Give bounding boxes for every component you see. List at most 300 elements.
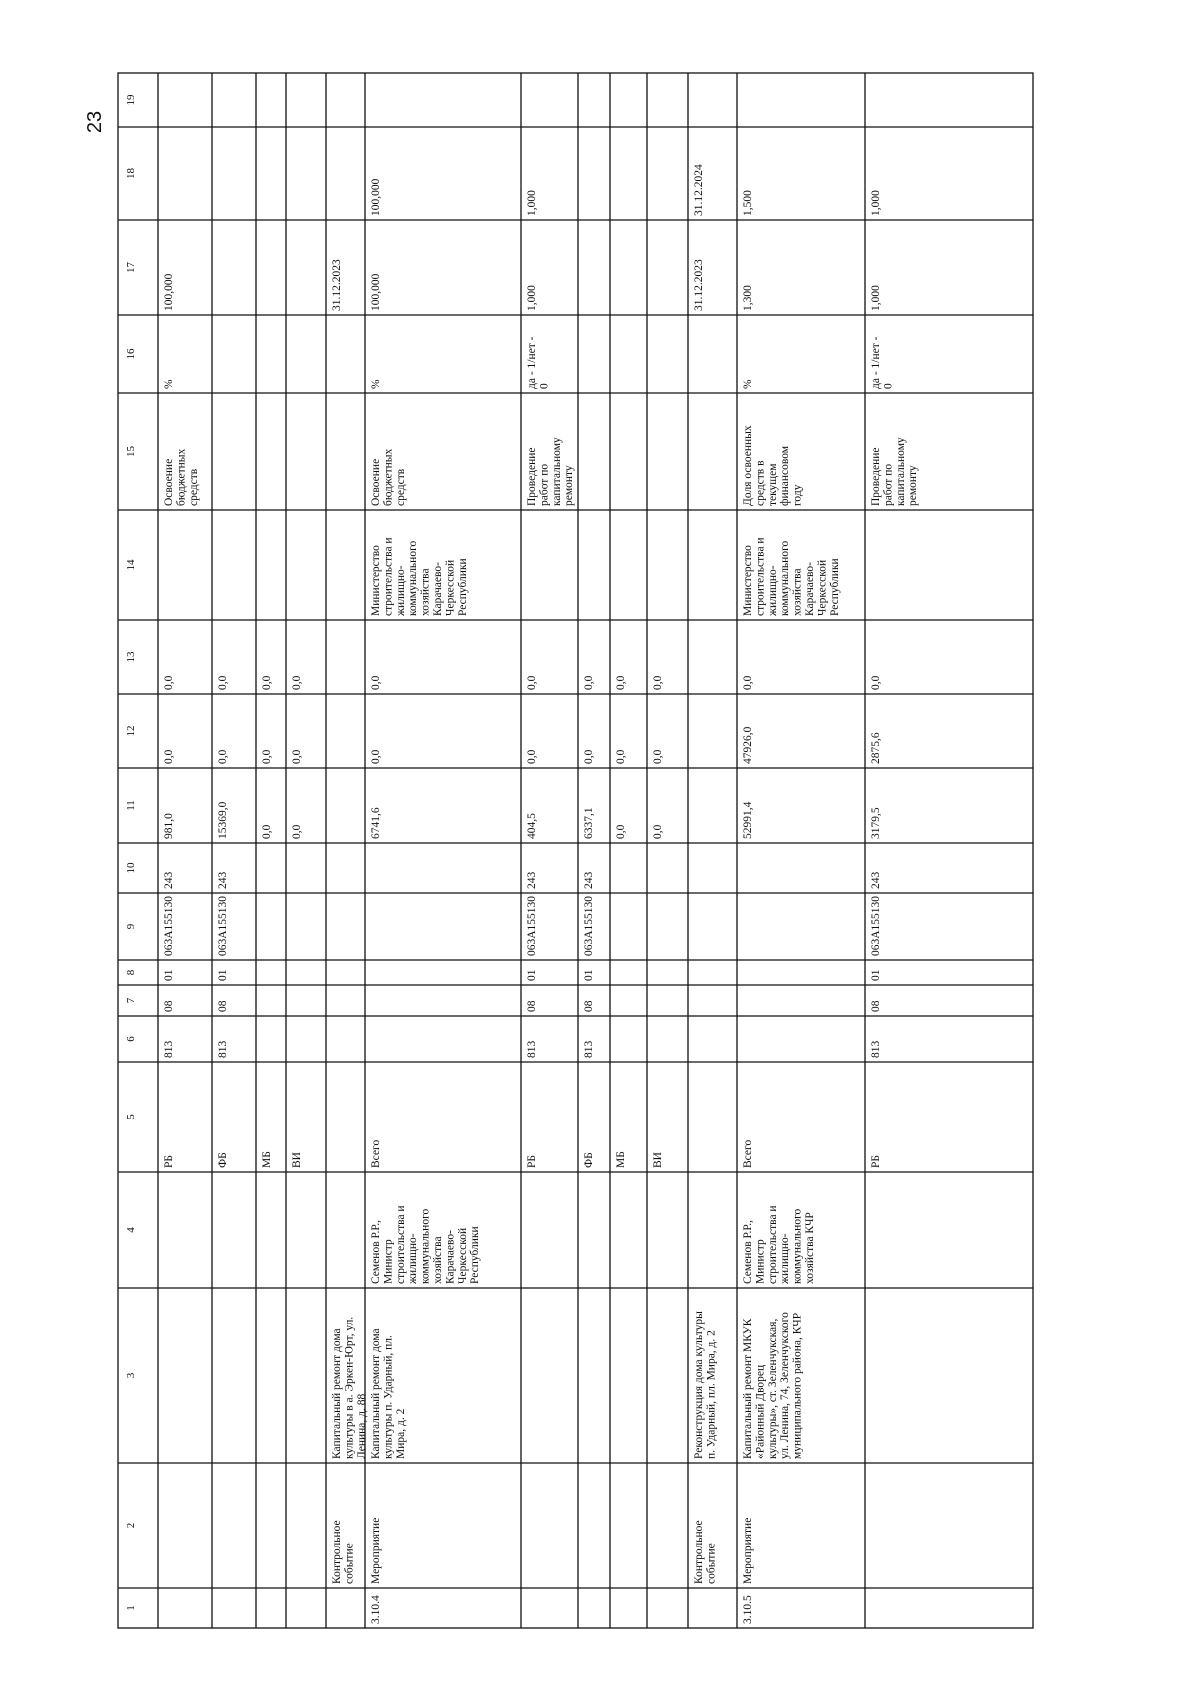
cell-text-line: 31.12.2023 xyxy=(693,259,705,311)
cell-r3-c5 xyxy=(261,1151,273,1168)
cell-text-line: Капитальный ремонт МКУК xyxy=(742,1318,754,1459)
cell-text-line: да - 1/нет - xyxy=(870,336,882,389)
cell-text-line: 01 xyxy=(163,969,175,981)
cell-r2-c9 xyxy=(217,896,229,956)
cell-r12-c1 xyxy=(742,1595,754,1624)
cell-text-line: средств xyxy=(394,468,407,506)
cell-r12-c5 xyxy=(742,1140,754,1168)
column-number: 3 xyxy=(125,1372,137,1379)
cell-r7-c5 xyxy=(526,1155,538,1168)
cell-text-line: Доля освоенных xyxy=(742,425,754,506)
column-header xyxy=(125,1227,137,1233)
column-header xyxy=(125,94,137,106)
cell-text-line: 0,0 xyxy=(291,824,303,839)
column-header xyxy=(125,1036,137,1042)
cell-r6-c17 xyxy=(370,273,382,311)
cell-r1-c13 xyxy=(163,675,175,690)
table-grid xyxy=(118,73,1033,1628)
cell-text-line: Министр xyxy=(754,1239,767,1284)
cell-text-line: Ленина, д. 88 xyxy=(355,1393,368,1459)
cell-text-line: средств xyxy=(187,468,200,506)
cell-r7-c15 xyxy=(526,437,575,506)
cell-r9-c12 xyxy=(615,749,627,764)
cell-text-line: 0,0 xyxy=(526,675,538,690)
cell-text-line: 01 xyxy=(583,969,595,981)
cell-text-line: 0,0 xyxy=(583,749,595,764)
cell-r9-c11 xyxy=(615,824,627,839)
cell-r12-c16 xyxy=(742,379,754,389)
cell-r8-c13 xyxy=(583,675,595,690)
cell-text-line: 0,0 xyxy=(583,675,595,690)
cell-text-line: 243 xyxy=(217,871,229,889)
cell-text-line: строительства и xyxy=(394,1205,407,1284)
cell-text-line: 6337,1 xyxy=(583,807,595,839)
cell-r12-c18 xyxy=(742,190,754,216)
cell-r9-c5 xyxy=(615,1151,627,1168)
column-header xyxy=(125,1605,137,1611)
cell-text-line: 31.12.2023 xyxy=(331,259,343,311)
cell-text-line: Мероприятие xyxy=(370,1517,382,1584)
cell-text-line: % xyxy=(163,379,175,389)
cell-text-line: 100,000 xyxy=(163,273,175,311)
cell-text-line: строительства и xyxy=(754,537,767,616)
cell-text-line: жилищно- xyxy=(394,565,407,616)
cell-r2-c10 xyxy=(217,872,229,890)
cell-text-line: 1,000 xyxy=(526,285,538,311)
column-header xyxy=(125,168,137,180)
cell-r3-c13 xyxy=(261,675,273,690)
cell-text-line: ВИ xyxy=(652,1152,664,1168)
cell-text-line: Республики xyxy=(469,1226,482,1284)
cell-text-line: Всего xyxy=(742,1139,754,1168)
cell-text-line: 243 xyxy=(526,871,538,889)
cell-text-line: событие xyxy=(343,1543,356,1584)
cell-text-line: 813 xyxy=(583,1040,595,1058)
cell-text-line: Министерство xyxy=(742,545,754,616)
cell-text-line: Капитальный ремонт дома xyxy=(331,1328,343,1459)
cell-r13-c9 xyxy=(870,896,882,956)
cell-text-line: 6741,6 xyxy=(370,807,382,839)
cell-text-line: 0,0 xyxy=(370,749,382,764)
cell-text-line: 3.10.4 xyxy=(370,1595,382,1624)
cell-text-line: 01 xyxy=(217,969,229,981)
column-number: 4 xyxy=(125,1227,137,1233)
cell-r13-c18 xyxy=(870,190,882,216)
column-number: 16 xyxy=(125,348,137,360)
cell-text-line: 08 xyxy=(526,1000,538,1012)
cell-r13-c17 xyxy=(870,285,882,311)
cell-text-line: МБ xyxy=(261,1151,273,1168)
cell-r12-c11 xyxy=(742,801,754,839)
column-header xyxy=(125,969,137,975)
cell-text-line: 15369,0 xyxy=(217,801,229,839)
cell-text-line: Семенов Р.Р., xyxy=(370,1219,382,1284)
cell-r8-c8 xyxy=(583,969,595,981)
cell-r11-c18 xyxy=(693,164,705,216)
cell-r8-c12 xyxy=(583,749,595,764)
cell-r6-c4 xyxy=(370,1205,481,1285)
cell-r12-c15 xyxy=(742,425,804,506)
cell-r7-c17 xyxy=(526,285,538,311)
cell-text-line: 100,000 xyxy=(370,178,382,216)
cell-r13-c8 xyxy=(870,969,882,981)
cell-r6-c2 xyxy=(370,1518,382,1584)
cell-text-line: 0,0 xyxy=(163,675,175,690)
cell-r2-c11 xyxy=(217,801,229,839)
cell-text-line: РБ xyxy=(163,1155,175,1168)
cell-text-line: 063A155130 xyxy=(217,895,229,956)
cell-r12-c13 xyxy=(742,675,754,690)
column-number: 5 xyxy=(125,1114,137,1120)
cell-r4-c13 xyxy=(291,675,303,690)
cell-r7-c13 xyxy=(526,675,538,690)
cell-text-line: 0,0 xyxy=(370,675,382,690)
cell-text-line: 0,0 xyxy=(652,749,664,764)
cell-text-line: 1,000 xyxy=(526,190,538,216)
column-header xyxy=(125,923,137,929)
cell-text-line: коммунального xyxy=(779,540,792,616)
cell-text-line: 1,500 xyxy=(742,190,754,216)
cell-text-line: Контрольное xyxy=(693,1520,705,1584)
cell-r8-c5 xyxy=(583,1152,595,1168)
cell-text-line: текущем xyxy=(766,463,779,506)
cell-text-line: жилищно- xyxy=(407,1233,420,1284)
column-header xyxy=(125,559,137,571)
cell-r1-c12 xyxy=(163,749,175,764)
cell-text-line: муниципального района, КЧР xyxy=(791,1312,804,1459)
cell-text-line: Карачаево- xyxy=(432,562,444,616)
cell-text-line: 2875,6 xyxy=(870,732,882,764)
cell-text-line: финансовом xyxy=(779,445,792,506)
cell-text-line: хозяйства КЧР xyxy=(804,1212,816,1284)
cell-r10-c11 xyxy=(652,824,664,839)
cell-text-line: ул. Ленина, 74, Зеленчукского xyxy=(779,1312,792,1459)
cell-text-line: бюджетных xyxy=(382,448,395,506)
cell-text-line: Освоение xyxy=(163,458,175,506)
cell-r12-c14 xyxy=(742,537,841,617)
cell-text-line: % xyxy=(370,379,382,389)
cell-text-line: Республики xyxy=(456,558,469,616)
cell-r10-c5 xyxy=(652,1152,664,1168)
column-header xyxy=(125,348,137,360)
column-number: 7 xyxy=(125,997,137,1004)
cell-r7-c18 xyxy=(526,190,538,216)
cell-r1-c8 xyxy=(163,969,175,981)
cell-r6-c18 xyxy=(370,178,382,216)
cell-text-line: жилищно- xyxy=(766,565,779,616)
cell-r6-c12 xyxy=(370,749,382,764)
cell-text-line: 08 xyxy=(583,1000,595,1012)
cell-text-line: культуры в а. Эркен-Юрт, ул. xyxy=(343,1316,356,1459)
column-number: 8 xyxy=(125,969,137,976)
cell-text-line: Реконструкция дома культуры xyxy=(693,1311,705,1459)
column-number: 11 xyxy=(125,800,137,811)
cell-text-line: 0,0 xyxy=(742,675,754,690)
cell-text-line: 1,000 xyxy=(870,190,882,216)
cell-r4-c11 xyxy=(291,824,303,839)
column-number: 1 xyxy=(125,1605,137,1611)
cell-r7-c8 xyxy=(526,969,538,981)
cell-text-line: 243 xyxy=(163,871,175,889)
cell-r1-c9 xyxy=(163,896,175,956)
cell-text-line: 404,5 xyxy=(526,813,538,839)
column-number: 14 xyxy=(125,559,137,571)
cell-text-line: 01 xyxy=(870,969,882,981)
cell-r12-c2 xyxy=(742,1518,754,1584)
cell-text-line: 0 xyxy=(538,383,551,389)
cell-text-line: 063A155130 xyxy=(526,895,538,956)
cell-text-line: п. Ударный, пл. Мира, д. 2 xyxy=(705,1330,718,1459)
cell-r6-c11 xyxy=(370,807,382,839)
cell-r11-c2 xyxy=(693,1520,717,1584)
cell-text-line: культуры п. Ударный, пл. xyxy=(382,1335,395,1459)
cell-text-line: 0 xyxy=(882,383,895,389)
cell-r6-c1 xyxy=(370,1595,382,1624)
cell-text-line: 3.10.5 xyxy=(742,1595,754,1624)
cell-text-line: 243 xyxy=(870,871,882,889)
cell-r8-c6 xyxy=(583,1041,595,1059)
cell-r7-c12 xyxy=(526,749,538,764)
cell-text-line: % xyxy=(742,379,754,389)
cell-text-line: 813 xyxy=(217,1040,229,1058)
cell-text-line: 0,0 xyxy=(261,675,273,690)
cell-text-line: ремонту xyxy=(907,465,920,506)
cell-r4-c5 xyxy=(291,1152,303,1168)
cell-r2-c5 xyxy=(217,1152,229,1168)
cell-r2-c6 xyxy=(217,1041,229,1059)
cell-text-line: 063A155130 xyxy=(870,895,882,956)
cell-text-line: «Районный Дворец xyxy=(754,1364,767,1459)
column-header xyxy=(125,800,137,811)
column-header xyxy=(125,446,137,458)
cell-text-line: Черкесской xyxy=(444,559,457,616)
cell-r10-c12 xyxy=(652,749,664,764)
table-border xyxy=(118,73,1033,1628)
cell-r13-c12 xyxy=(870,732,882,764)
cell-text-line: 31.12.2024 xyxy=(693,164,705,216)
cell-text-line: 08 xyxy=(163,1000,175,1012)
cell-r6-c15 xyxy=(370,448,407,506)
column-header xyxy=(125,1114,137,1120)
cell-text-line: 0,0 xyxy=(217,675,229,690)
cell-text-line: 3179,5 xyxy=(870,807,882,839)
column-header xyxy=(125,262,137,274)
cell-r7-c9 xyxy=(526,896,538,956)
cell-r6-c3 xyxy=(370,1328,407,1459)
cell-text-line: 0,0 xyxy=(291,675,303,690)
cell-r1-c6 xyxy=(163,1041,175,1059)
cell-text-line: Всего xyxy=(370,1139,382,1168)
cell-text-line: ФБ xyxy=(217,1152,229,1168)
cell-text-line: 063A155130 xyxy=(163,895,175,956)
cell-text-line: 813 xyxy=(870,1040,882,1058)
cell-r13-c7 xyxy=(870,1000,882,1012)
cell-text-line: ВИ xyxy=(291,1152,303,1168)
cell-text-line: 1,000 xyxy=(870,285,882,311)
cell-text-line: 08 xyxy=(870,1000,882,1012)
cell-text-line: 52991,4 xyxy=(742,801,754,839)
cell-text-line: строительства и xyxy=(766,1205,779,1284)
cell-text-line: 0,0 xyxy=(652,824,664,839)
column-header xyxy=(125,651,137,663)
cell-text-line: Проведение xyxy=(870,447,882,506)
column-number: 17 xyxy=(125,262,137,273)
cell-text-line: Черкесской xyxy=(816,559,829,616)
cell-r8-c7 xyxy=(583,1000,595,1012)
cell-text-line: 08 xyxy=(217,1000,229,1012)
cell-text-line: Капитальный ремонт дома xyxy=(370,1328,382,1459)
cell-text-line: культуры», ст. Зеленчукская, xyxy=(766,1318,779,1459)
cell-r1-c11 xyxy=(163,813,175,839)
column-number: 2 xyxy=(125,1522,137,1529)
cell-r11-c17 xyxy=(693,259,705,311)
cell-text-line: Семенов Р.Р., xyxy=(742,1219,754,1284)
cell-text-line: 813 xyxy=(163,1040,175,1058)
cell-text-line: Карачаево- xyxy=(444,1230,457,1284)
cell-r13-c11 xyxy=(870,807,882,839)
cell-text-line: хозяйства xyxy=(791,568,804,616)
cell-r7-c11 xyxy=(526,813,538,839)
cell-text-line: 0,0 xyxy=(870,675,882,690)
cell-r10-c13 xyxy=(652,675,664,690)
cell-r8-c10 xyxy=(583,872,595,890)
cell-text-line: МБ xyxy=(615,1151,627,1168)
column-header xyxy=(125,1523,137,1529)
cell-r6-c5 xyxy=(370,1140,382,1168)
cell-text-line: коммунального xyxy=(791,1208,804,1284)
cell-text-line: да - 1/нет - xyxy=(526,336,538,389)
cell-text-line: Министерство xyxy=(370,545,382,616)
cell-r7-c10 xyxy=(526,872,538,890)
column-header xyxy=(125,1372,137,1378)
cell-r13-c6 xyxy=(870,1041,882,1059)
cell-text-line: 01 xyxy=(526,969,538,981)
cell-text-line: 0,0 xyxy=(615,824,627,839)
column-number: 18 xyxy=(125,168,137,179)
cell-text-line: РБ xyxy=(526,1155,538,1168)
cell-r1-c7 xyxy=(163,1000,175,1012)
cell-text-line: Республики xyxy=(828,558,841,616)
cell-text-line: Проведение xyxy=(526,447,538,506)
cell-text-line: хозяйства xyxy=(432,1236,444,1284)
cell-text-line: 0,0 xyxy=(261,824,273,839)
cell-text-line: бюджетных xyxy=(175,448,188,506)
cell-text-line: событие xyxy=(705,1543,718,1584)
cell-text-line: 813 xyxy=(526,1040,538,1058)
cell-text-line: Министр xyxy=(382,1239,395,1284)
cell-r8-c9 xyxy=(583,896,595,956)
cell-text-line: работ по xyxy=(882,463,895,506)
cell-r13-c5 xyxy=(870,1155,882,1168)
column-header xyxy=(125,997,137,1003)
cell-r11-c3 xyxy=(693,1311,717,1459)
cell-r5-c2 xyxy=(331,1520,355,1584)
column-number: 9 xyxy=(125,923,137,930)
cell-r8-c11 xyxy=(583,807,595,839)
column-number: 10 xyxy=(125,862,137,874)
cell-r2-c13 xyxy=(217,675,229,690)
cell-r6-c14 xyxy=(370,537,469,617)
cell-r1-c15 xyxy=(163,448,200,506)
cell-r7-c6 xyxy=(526,1041,538,1059)
cell-text-line: 47926,0 xyxy=(742,726,754,764)
cell-text-line: коммунального xyxy=(407,540,420,616)
cell-text-line: строительства и xyxy=(382,537,395,616)
cell-text-line: 0,0 xyxy=(652,675,664,690)
cell-text-line: средств в xyxy=(754,460,767,506)
cell-r2-c7 xyxy=(217,1000,229,1012)
cell-text-line: году xyxy=(791,484,804,506)
cell-text-line: Мероприятие xyxy=(742,1517,754,1584)
column-header xyxy=(125,726,137,737)
cell-r2-c12 xyxy=(217,749,229,764)
column-number: 15 xyxy=(125,446,137,457)
cell-r2-c8 xyxy=(217,969,229,981)
cell-r7-c7 xyxy=(526,1000,538,1012)
cell-r3-c11 xyxy=(261,824,273,839)
cell-r12-c17 xyxy=(742,285,754,311)
cell-text-line: 0,0 xyxy=(526,749,538,764)
cell-r5-c3 xyxy=(331,1317,368,1459)
column-number: 13 xyxy=(125,651,137,663)
cell-text-line: 0,0 xyxy=(291,749,303,764)
cell-text-line: ФБ xyxy=(583,1152,595,1168)
cell-text-line: 0,0 xyxy=(615,675,627,690)
cell-r1-c17 xyxy=(163,273,175,311)
cell-r5-c17 xyxy=(331,259,343,311)
cell-text-line: Контрольное xyxy=(331,1520,343,1584)
cell-r13-c16 xyxy=(870,336,894,389)
cell-r12-c4 xyxy=(742,1205,816,1285)
cell-r1-c16 xyxy=(163,379,175,389)
cell-text-line: 0,0 xyxy=(217,749,229,764)
cell-text-line: 1,300 xyxy=(742,285,754,311)
cell-r13-c13 xyxy=(870,675,882,690)
column-number: 12 xyxy=(125,725,137,737)
cell-text-line: РБ xyxy=(870,1155,882,1168)
cell-r13-c15 xyxy=(870,437,919,506)
cell-r6-c16 xyxy=(370,379,382,389)
cell-text-line: 0,0 xyxy=(163,749,175,764)
cell-text-line: работ по xyxy=(538,463,551,506)
cell-r13-c10 xyxy=(870,872,882,890)
cell-r6-c13 xyxy=(370,675,382,690)
column-number: 19 xyxy=(125,94,137,106)
cell-r1-c10 xyxy=(163,872,175,890)
cell-text-line: 981,0 xyxy=(163,813,175,839)
cell-text-line: хозяйства xyxy=(419,568,432,616)
cell-text-line: ремонту xyxy=(563,465,576,506)
column-number: 6 xyxy=(125,1036,137,1042)
cell-r9-c13 xyxy=(615,675,627,690)
cell-text-line: Мира, д. 2 xyxy=(394,1408,407,1459)
cell-r3-c12 xyxy=(261,749,273,764)
cell-text-line: жилищно- xyxy=(779,1233,792,1284)
cell-r12-c12 xyxy=(742,726,754,764)
cell-text-line: коммунального xyxy=(419,1208,432,1284)
cell-text-line: капитальному xyxy=(550,437,563,506)
cell-text-line: Освоение xyxy=(370,458,382,506)
cell-text-line: 0,0 xyxy=(615,749,627,764)
cell-r1-c5 xyxy=(163,1155,175,1168)
cell-text-line: 063A155130 xyxy=(583,895,595,956)
cell-text-line: Карачаево- xyxy=(804,562,816,616)
cell-r12-c3 xyxy=(742,1312,804,1459)
cell-text-line: 0,0 xyxy=(261,749,273,764)
cell-text-line: капитальному xyxy=(894,437,907,506)
cell-text-line: 243 xyxy=(583,871,595,889)
page-number: 23 xyxy=(84,110,106,134)
